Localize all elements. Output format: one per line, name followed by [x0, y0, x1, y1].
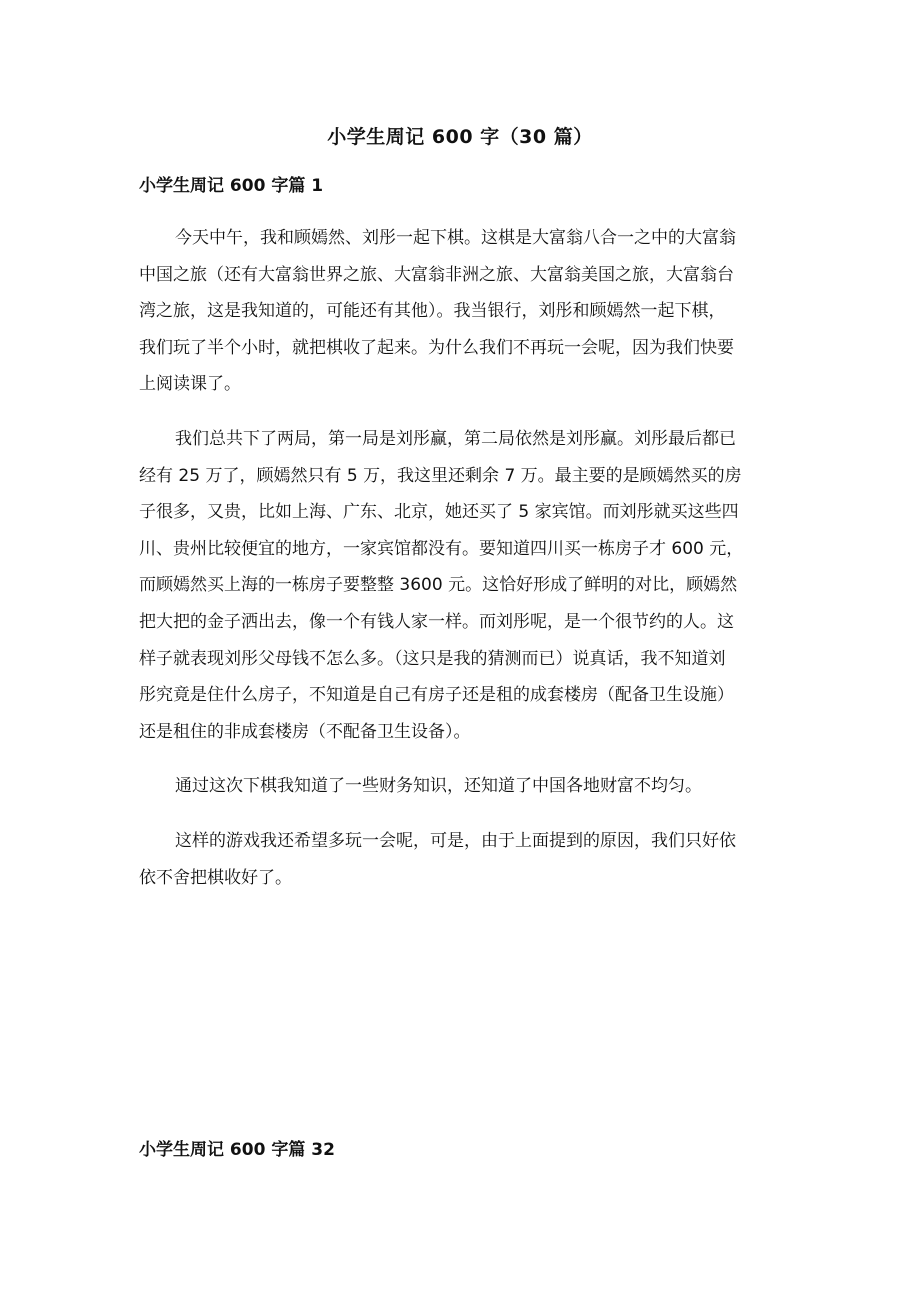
paragraph-line: 彤究竟是住什么房子，不知道是自己有房子还是租的成套楼房（配备卫生设施） — [139, 685, 734, 706]
paragraph-line: 川、贵州比较便宜的地方，一家宾馆都没有。要知道四川买一栋房子才 600 元， — [139, 538, 744, 559]
paragraph-line: 中国之旅（还有大富翁世界之旅、大富翁非洲之旅、大富翁美国之旅，大富翁台 — [139, 264, 734, 285]
paragraph-line: 通过这次下棋我知道了一些财务知识，还知道了中国各地财富不均匀。 — [175, 776, 702, 797]
paragraph-line: 这样的游戏我还希望多玩一会呢，可是，由于上面提到的原因，我们只好依 — [175, 830, 736, 851]
paragraph-1 — [139, 220, 787, 403]
document-title: 小学生周记 600 字（30 篇） — [327, 126, 593, 148]
paragraph-3 — [139, 768, 787, 805]
paragraph-line: 我们总共下了两局，第一局是刘彤赢，第二局依然是刘彤赢。刘彤最后都已 — [175, 428, 736, 449]
paragraph-line: 样子就表现刘彤父母钱不怎么多。（这只是我的猜测而已）说真话，我不知道刘 — [139, 648, 726, 669]
paragraph-line: 湾之旅，这是我知道的，可能还有其他）。我当银行，刘彤和顾嫣然一起下棋， — [139, 301, 726, 322]
paragraph-line: 我们玩了半个小时，就把棋收了起来。为什么我们不再玩一会呢，因为我们快要 — [139, 337, 734, 358]
paragraph-line: 依不舍把棋收好了。 — [139, 867, 292, 888]
paragraph-line: 经有 25 万了，顾嫣然只有 5 万，我这里还剩余 7 万。最主要的是顾嫣然买的房 — [139, 465, 742, 486]
paragraph-4 — [139, 823, 787, 896]
section-heading: 小学生周记 600 字篇 1 — [139, 176, 324, 196]
section-body — [139, 220, 787, 914]
paragraph-line: 今天中午，我和顾嫣然、刘彤一起下棋。这棋是大富翁八合一之中的大富翁 — [175, 228, 736, 248]
paragraph-2 — [139, 421, 787, 750]
section-heading: 小学生周记 600 字篇 32 — [139, 1140, 335, 1160]
paragraph-line: 而顾嫣然买上海的一栋房子要整整 3600 元。这恰好形成了鲜明的对比，顾嫣然 — [139, 575, 738, 596]
paragraph-line: 上阅读课了。 — [139, 374, 241, 395]
paragraph-line: 子很多，又贵，比如上海、广东、北京，她还买了 5 家宾馆。而刘彤就买这些四 — [139, 502, 739, 523]
paragraph-line: 把大把的金子洒出去，像一个有钱人家一样。而刘彤呢，是一个很节约的人。这 — [139, 611, 734, 632]
paragraph-line: 还是租住的非成套楼房（不配备卫生设备）。 — [139, 721, 471, 742]
